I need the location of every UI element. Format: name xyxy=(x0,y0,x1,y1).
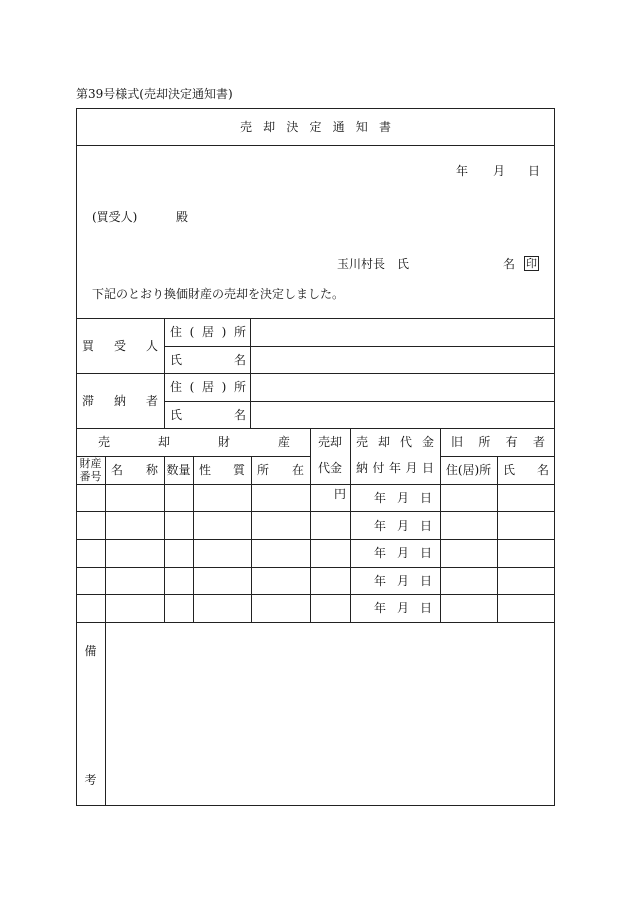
remarks-label-top: 備 xyxy=(84,644,97,658)
buyer-name-label: 氏 名 xyxy=(170,353,246,367)
divider xyxy=(76,318,555,319)
header-nature: 性 質 xyxy=(199,463,245,477)
header-payment-top: 売 却 代 金 xyxy=(356,435,434,449)
header-quantity: 数量 xyxy=(166,463,191,477)
divider xyxy=(193,456,194,622)
header-payment-bottom: 納 付 年 月 日 xyxy=(356,461,434,475)
issuer-title: 玉川村長 xyxy=(337,257,386,271)
divider xyxy=(164,456,165,622)
divider xyxy=(497,456,498,622)
buyer-label: 買 受 人 xyxy=(82,339,158,353)
divider xyxy=(164,318,165,428)
row-date: 年 月 日 xyxy=(374,574,432,588)
form-number: 第39号様式(売却決定通知書) xyxy=(76,87,233,101)
divider xyxy=(250,318,251,428)
header-owner-name: 氏 名 xyxy=(503,463,549,477)
buyer-address-label: 住 ( 居 ) 所 xyxy=(170,325,246,339)
form-frame xyxy=(76,108,555,806)
row-date: 年 月 日 xyxy=(374,601,432,615)
divider xyxy=(76,594,555,595)
header-former-owner: 旧 所 有 者 xyxy=(451,435,545,449)
divider xyxy=(76,539,555,540)
divider xyxy=(76,511,555,512)
delinquent-label: 滞 納 者 xyxy=(82,394,158,408)
divider xyxy=(310,428,311,622)
date-day: 日 xyxy=(528,164,541,178)
recipient-label: (買受人) xyxy=(92,210,138,224)
delinquent-name-label: 氏 名 xyxy=(170,408,246,422)
row-date: 年 月 日 xyxy=(374,546,432,560)
row-date: 年 月 日 xyxy=(374,491,432,505)
header-name: 名 称 xyxy=(111,463,158,477)
header-price-top: 売却 xyxy=(317,435,342,449)
divider xyxy=(105,456,106,806)
seal-stamp: 印 xyxy=(526,257,537,270)
header-property: 売 却 財 産 xyxy=(98,435,290,449)
divider xyxy=(76,428,555,429)
row-date: 年 月 日 xyxy=(374,519,432,533)
remarks-label-bottom: 考 xyxy=(84,773,97,787)
date-year: 年 xyxy=(456,164,469,178)
divider xyxy=(164,346,555,347)
divider xyxy=(164,401,555,402)
yen-unit: 円 xyxy=(334,487,347,501)
body-text: 下記のとおり換価財産の売却を決定しました。 xyxy=(92,287,345,301)
header-price-bottom: 代金 xyxy=(317,461,342,475)
issuer-shi: 氏 xyxy=(397,257,410,271)
header-location: 所 在 xyxy=(257,463,304,477)
divider xyxy=(440,428,441,622)
divider xyxy=(76,567,555,568)
document-title: 売 却 決 定 通 知 書 xyxy=(240,120,391,134)
header-owner-address: 住(居)所 xyxy=(445,463,492,477)
header-property-number: 財産 番号 xyxy=(79,457,102,483)
divider xyxy=(76,484,555,485)
honorific: 殿 xyxy=(176,210,189,224)
divider xyxy=(76,373,555,374)
date-month: 月 xyxy=(493,164,506,178)
divider xyxy=(76,622,555,623)
divider xyxy=(350,428,351,622)
issuer-mei: 名 xyxy=(503,257,516,271)
divider xyxy=(76,145,555,146)
delinquent-address-label: 住 ( 居 ) 所 xyxy=(170,380,246,394)
divider xyxy=(251,456,252,622)
